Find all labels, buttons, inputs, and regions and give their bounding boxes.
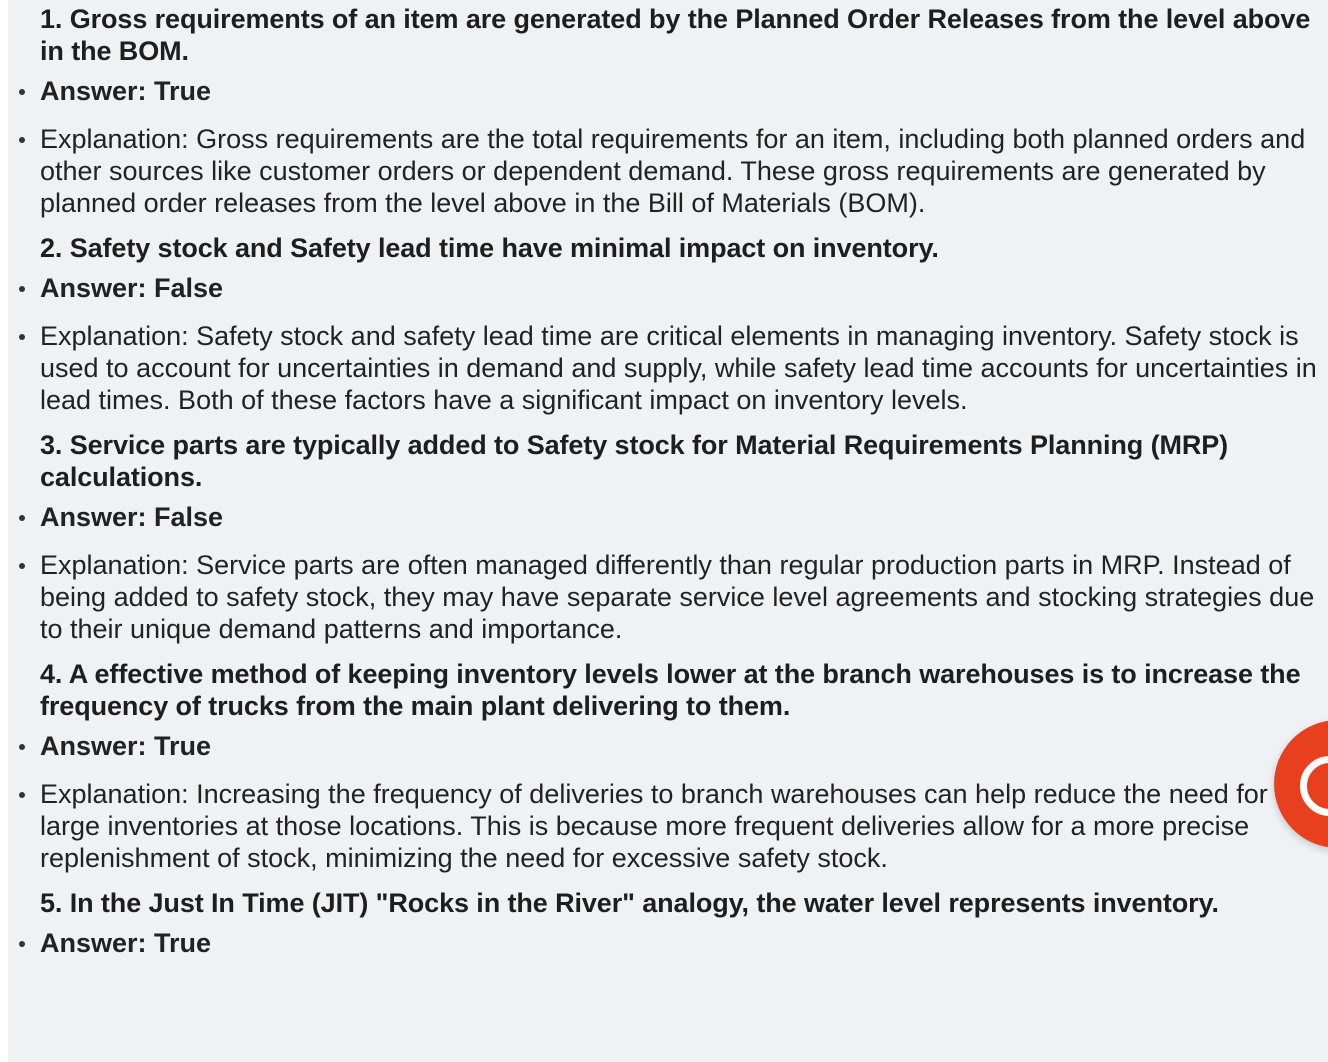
question-5: 5. In the Just In Time (JIT) "Rocks in the River" analogy, the water level represents inventory. [40,888,1219,918]
answer-5: Answer: True [8,927,1328,959]
question-3: 3. Service parts are typically added to Safety stock for Material Requirements Planning (MRP) calculations. [40,430,1229,492]
question-4: 4. A effective method of keeping inventory levels lower at the branch warehouses is to increase the frequency of trucks from the main plant delivering to them. [40,659,1301,721]
answer-1: Answer: True [8,75,1328,107]
qa-list-4 [8,730,1328,874]
qa-list-2 [8,272,1328,416]
qa-list-5 [8,927,1328,959]
answer-4: Answer: True [8,730,1328,762]
explanation-1: Explanation: Gross requirements are the total requirements for an item, including both planned orders and other sources like customer orders or dependent demand. These gross requirements are generated by planned order releases from the level above in the Bill of Materials (BOM). [8,123,1328,219]
explanation-2: Explanation: Safety stock and safety lead time are critical elements in managing inventory. Safety stock is used to account for uncertainties in demand and supply, while safety lead time accounts for uncertainties in lead times. Both of these factors have a significant impact on inventory levels. [8,320,1328,416]
qa-content [8,3,1328,975]
question-1: 1. Gross requirements of an item are generated by the Planned Order Releases from the level above in the BOM. [40,4,1311,66]
qa-block-3 [8,429,1328,645]
qa-block-5 [8,887,1328,959]
answer-2: Answer: False [8,272,1328,304]
answer-panel [8,0,1328,1062]
qa-block-2 [8,232,1328,416]
explanation-3: Explanation: Service parts are often managed differently than regular production parts in MRP. Instead of being added to safety stock, they may have separate service level agreements and stocking strategies due to their unique demand patterns and importance. [8,549,1328,645]
answer-3: Answer: False [8,501,1328,533]
explanation-4: Explanation: Increasing the frequency of deliveries to branch warehouses can help reduce the need for large inventories at those locations. This is because more frequent deliveries allow for a more precise replenishment of stock, minimizing the need for excessive safety stock. [8,778,1328,874]
qa-list-1 [8,75,1328,219]
qa-block-4 [8,658,1328,874]
question-2: 2. Safety stock and Safety lead time have minimal impact on inventory. [40,233,939,263]
qa-list-3 [8,501,1328,645]
circle-logo-icon [1300,756,1328,816]
qa-block-1 [8,3,1328,219]
